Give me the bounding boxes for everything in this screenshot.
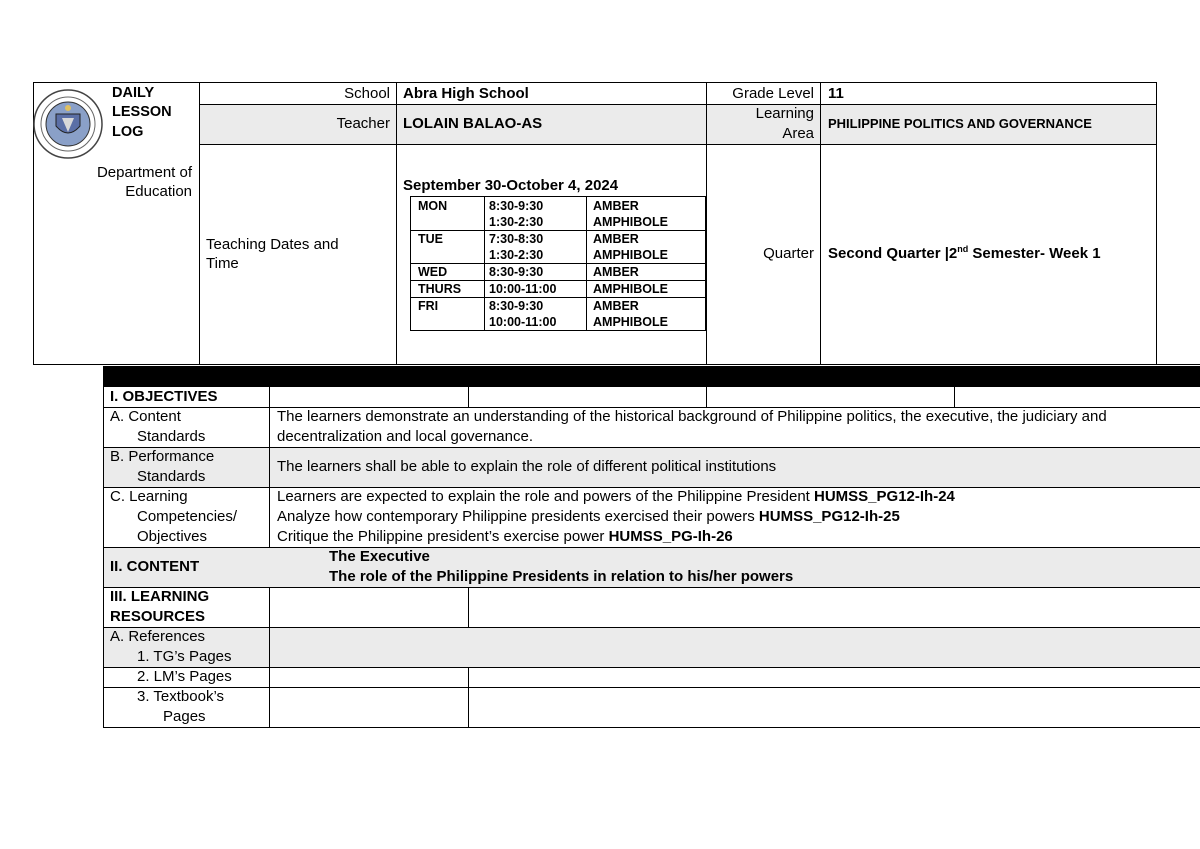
objectives-heading: I. OBJECTIVES	[110, 388, 218, 405]
schedule-time: 7:30-8:30	[489, 232, 544, 246]
schedule-day-thurs: THURS	[418, 282, 462, 296]
schedule-section: AMPHIBOLE	[593, 315, 668, 329]
competencies-label-line-1: C. Learning	[110, 488, 188, 505]
teaching-dates-label-line-1: Teaching Dates and	[206, 236, 339, 253]
schedule-section: AMPHIBOLE	[593, 215, 668, 229]
schedule-time: 10:00-11:00	[489, 315, 557, 329]
schedule-day-tue: TUE	[418, 232, 443, 246]
resources-heading-line-1: III. LEARNING	[110, 588, 210, 605]
content-line-2: The role of the Philippine Presidents in relation to his/her powers	[329, 568, 794, 585]
references-label: A. References	[110, 628, 206, 645]
schedule-section: AMBER	[593, 199, 639, 213]
teacher-label: Teacher	[336, 115, 390, 132]
schedule-time: 1:30-2:30	[489, 215, 544, 229]
schedule-section: AMBER	[593, 265, 639, 279]
content-standards-text-line-1: The learners demonstrate an understanding of the historical background of Philippine politics, the executive, the judiciary and	[277, 408, 1107, 425]
log-title-line-2: LESSON	[112, 104, 172, 120]
performance-standards-text: The learners shall be able to explain the role of different political institutions	[277, 458, 777, 475]
teaching-dates-label-line-2: Time	[206, 255, 239, 272]
content-standards-text-line-2: decentralization and local governance.	[277, 428, 534, 445]
performance-standards-label-line-1: B. Performance	[110, 448, 215, 465]
textbook-pages-label-line-2: Pages	[163, 708, 206, 725]
resources-heading-line-2: RESOURCES	[110, 608, 206, 625]
grade-level-value: 11	[828, 85, 844, 102]
lm-pages-label: 2. LM’s Pages	[137, 668, 232, 685]
schedule-time: 10:00-11:00	[489, 282, 557, 296]
schedule-section: AMPHIBOLE	[593, 248, 668, 262]
quarter-value: Second Quarter |2nd Semester- Week 1	[828, 244, 1101, 262]
teacher-value: LOLAIN BALAO-AS	[403, 115, 543, 132]
content-standards-label-line-2: Standards	[137, 428, 206, 445]
schedule-time: 8:30-9:30	[489, 299, 544, 313]
log-title-line-1: DAILY	[112, 85, 155, 101]
schedule-section: AMBER	[593, 232, 639, 246]
log-title-line-3: LOG	[112, 124, 144, 140]
content-heading: II. CONTENT	[110, 558, 200, 575]
competency-line: Analyze how contemporary Philippine presidents exercised their powers HUMSS_PG12-Ih-25	[277, 508, 900, 525]
competencies-label-line-3: Objectives	[137, 528, 208, 545]
performance-standards-label-line-2: Standards	[137, 468, 206, 485]
schedule-day-wed: WED	[418, 265, 448, 279]
textbook-pages-label-line-1: 3. Textbook’s	[137, 688, 225, 705]
school-label: School	[344, 85, 390, 102]
department-line-1: Department of	[96, 164, 192, 181]
competencies-label-line-2: Competencies/	[137, 508, 238, 525]
learning-area-value: PHILIPPINE POLITICS AND GOVERNANCE	[828, 116, 1092, 131]
schedule-day-mon: MON	[418, 199, 448, 213]
tg-pages-label: 1. TG’s Pages	[137, 648, 232, 665]
grade-level-label: Grade Level	[732, 85, 814, 102]
learning-area-label-line-2: Area	[782, 125, 814, 142]
learning-area-label-line-1: Learning	[755, 105, 814, 122]
content-line-1: The Executive	[329, 548, 430, 565]
competency-line: Critique the Philippine president’s exercise power HUMSS_PG-Ih-26	[277, 528, 733, 545]
header-band	[103, 366, 1200, 386]
schedule-time: 8:30-9:30	[489, 199, 544, 213]
competency-line: Learners are expected to explain the role and powers of the Philippine President HUMSS_PG12-Ih-24	[277, 488, 955, 505]
deped-seal-icon	[32, 88, 104, 160]
quarter-label: Quarter	[763, 245, 814, 262]
schedule-section: AMBER	[593, 299, 639, 313]
content-standards-label-line-1: A. Content	[110, 408, 181, 425]
schedule-section: AMPHIBOLE	[593, 282, 668, 296]
schedule-time: 1:30-2:30	[489, 248, 544, 262]
schedule-time: 8:30-9:30	[489, 265, 544, 279]
school-value: Abra High School	[403, 85, 529, 102]
teaching-dates-value: September 30-October 4, 2024	[403, 177, 619, 194]
department-line-2: Education	[125, 183, 192, 200]
schedule-day-fri: FRI	[418, 299, 439, 313]
